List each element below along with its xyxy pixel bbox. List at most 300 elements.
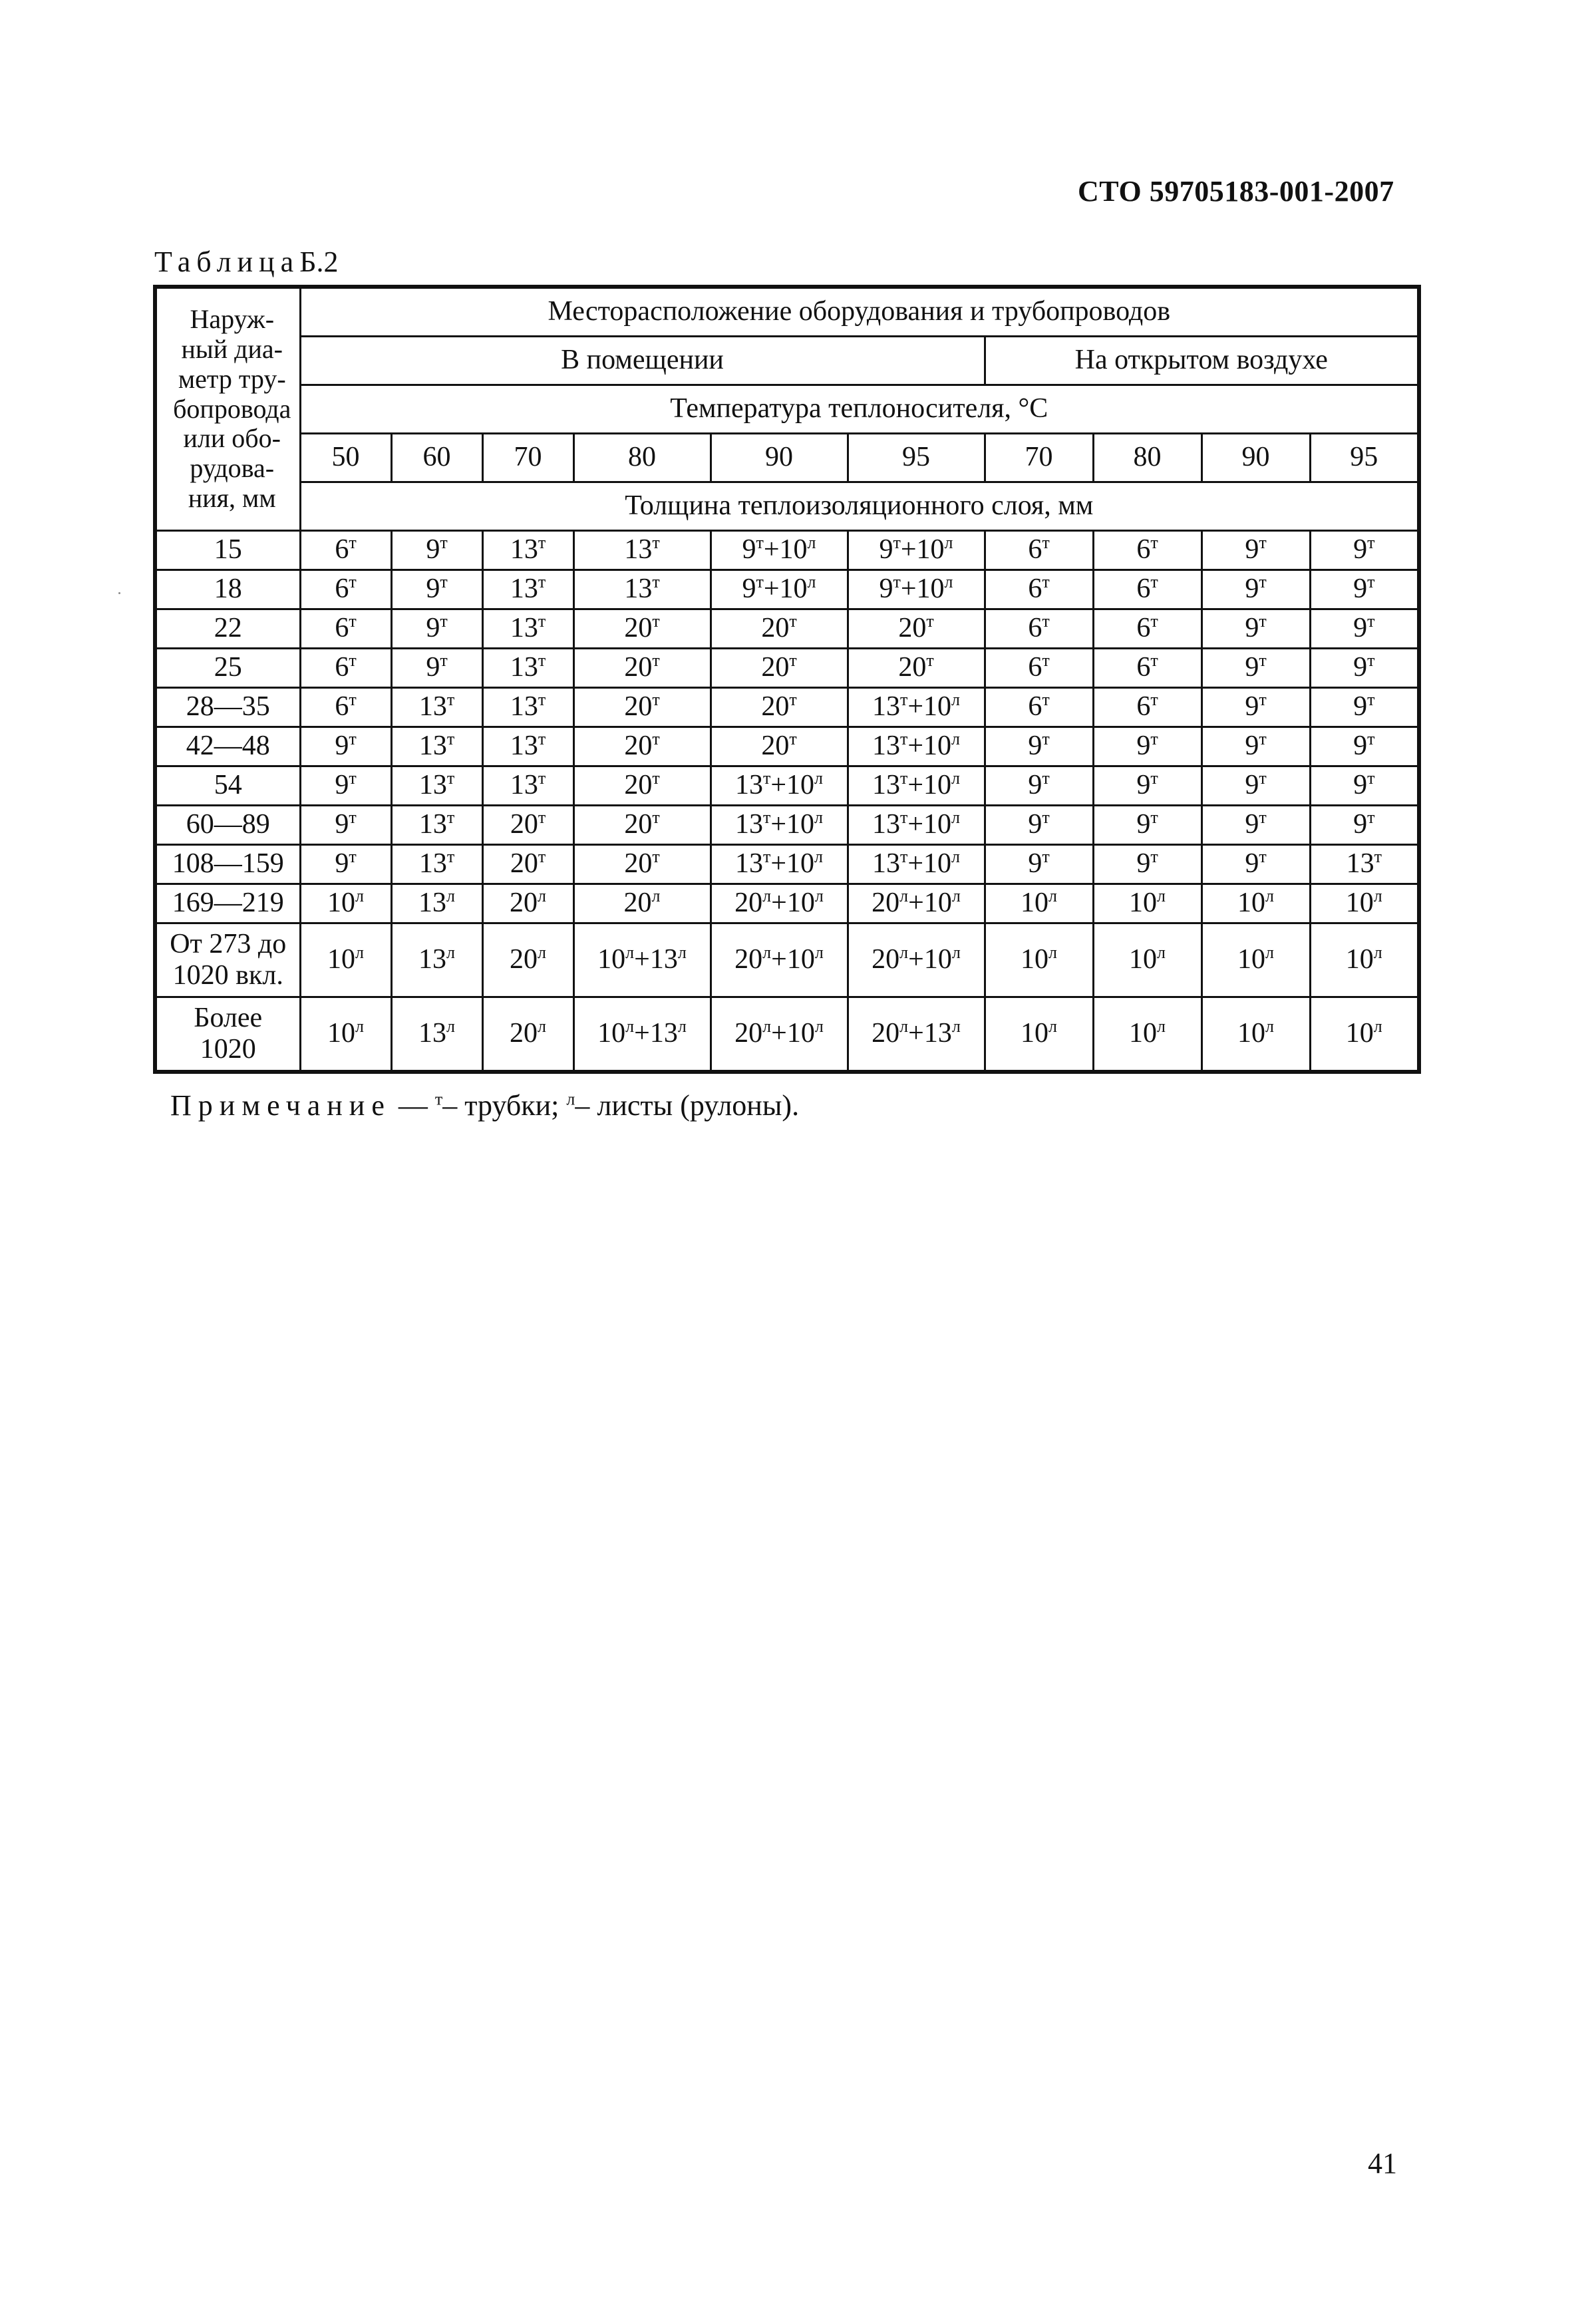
table-row [155, 845, 1419, 884]
thickness-value: 10 [1021, 1018, 1048, 1049]
thickness-cell [848, 609, 985, 649]
temperature-cell: 95 [848, 434, 985, 482]
thickness-value: 6 [335, 534, 349, 566]
material-symbol: л [625, 1017, 635, 1037]
thickness-cell [848, 688, 985, 727]
thickness-value: 6 [1136, 613, 1151, 644]
thickness-cell [300, 688, 391, 727]
material-symbol: т [1042, 572, 1050, 592]
material-symbol: т [789, 651, 797, 671]
material-symbol: л [355, 886, 364, 906]
thickness-value: 13 [418, 888, 446, 919]
thickness-cell [711, 923, 848, 997]
diameter-cell: 22 [155, 609, 300, 649]
thickness-value: 20 [734, 1018, 763, 1049]
material-symbol: т [440, 651, 448, 671]
thickness-value: 10 [1129, 944, 1157, 975]
thickness-value: 10 [1345, 944, 1374, 975]
temperature-cell: 95 [1310, 434, 1419, 482]
thickness-cell [711, 609, 848, 649]
diameter-cell: 28—35 [155, 688, 300, 727]
thickness-value: 13 [418, 770, 447, 801]
material-symbol: т [1259, 690, 1267, 710]
thickness-cell [985, 766, 1093, 806]
thickness-value: +10 [907, 848, 952, 880]
material-symbol: т [893, 572, 901, 592]
material-symbol: т [789, 729, 797, 749]
thickness-value: +10 [908, 888, 952, 919]
thickness-value: 6 [335, 691, 349, 723]
thickness-value: 10 [1237, 1018, 1265, 1049]
material-symbol: л [1265, 886, 1274, 906]
thickness-cell [573, 609, 711, 649]
thickness-value: 20 [510, 809, 538, 840]
material-symbol: л [1157, 943, 1166, 963]
thickness-value: +13 [634, 944, 678, 975]
material-symbol: л [814, 1017, 824, 1037]
thickness-cell [300, 649, 391, 688]
thickness-value: 10 [327, 944, 355, 975]
thickness-cell [391, 923, 482, 997]
material-symbol: т [440, 572, 448, 592]
material-symbol: т [1259, 533, 1267, 553]
thickness-value: +10 [907, 731, 952, 762]
thickness-value: 13 [734, 848, 763, 880]
material-symbol: л [951, 943, 961, 963]
material-symbol: т [1042, 847, 1050, 867]
thickness-cell [482, 806, 573, 845]
thickness-cell [300, 884, 391, 923]
thickness-value: 20 [761, 652, 790, 683]
outdoor-header: На открытом воздухе [985, 337, 1419, 385]
thickness-cell [391, 649, 482, 688]
thickness-cell [1093, 649, 1201, 688]
thickness-cell [985, 845, 1093, 884]
table-row [155, 570, 1419, 609]
thickness-cell [482, 649, 573, 688]
material-symbol: т [1259, 611, 1267, 631]
material-symbol: т [652, 847, 660, 867]
thickness-cell [573, 997, 711, 1073]
material-symbol: т [1150, 651, 1158, 671]
thickness-cell [848, 884, 985, 923]
material-symbol: т [899, 847, 908, 867]
table-row [155, 997, 1419, 1073]
location-header: Месторасположение оборудования и трубопроводов [300, 287, 1419, 337]
thickness-cell [391, 688, 482, 727]
material-symbol: т [899, 768, 908, 788]
material-symbol: л [1373, 886, 1382, 906]
thickness-cell [1201, 806, 1310, 845]
thickness-cell [1201, 727, 1310, 766]
thickness-value: 9 [1245, 574, 1259, 605]
thickness-cell [482, 609, 573, 649]
thickness-value: 9 [879, 574, 893, 605]
material-symbol: т [1042, 533, 1050, 553]
thickness-cell [391, 806, 482, 845]
thickness-cell [1310, 570, 1419, 609]
note-label: Примечание [170, 1089, 391, 1122]
thickness-value: +10 [763, 534, 808, 566]
material-symbol: т [652, 611, 660, 631]
material-symbol: т [446, 768, 455, 788]
material-symbol: т [926, 651, 934, 671]
thickness-cell [300, 997, 391, 1073]
material-symbol: т [899, 690, 908, 710]
thickness-value: 9 [1245, 731, 1259, 762]
thickness-cell [985, 649, 1093, 688]
material-symbol: т [1150, 611, 1158, 631]
thickness-cell [573, 688, 711, 727]
thickness-value: 6 [1028, 691, 1042, 723]
material-symbol: л [814, 886, 824, 906]
thickness-cell [711, 531, 848, 570]
thickness-cell [391, 727, 482, 766]
material-symbol: т [349, 690, 357, 710]
thickness-cell [482, 766, 573, 806]
material-symbol: т [1367, 651, 1375, 671]
material-symbol: т [652, 651, 660, 671]
thickness-value: 13 [872, 848, 900, 880]
material-symbol: т [446, 690, 455, 710]
thickness-cell [482, 884, 573, 923]
material-symbol: т [1367, 729, 1375, 749]
table-caption-label: Таблица [154, 246, 300, 278]
material-symbol: т [762, 768, 771, 788]
thickness-value: 6 [1028, 534, 1042, 566]
thickness-value: 20 [872, 944, 900, 975]
thickness-value: 20 [510, 848, 538, 880]
material-symbol: т [538, 729, 546, 749]
thickness-cell [1310, 806, 1419, 845]
thickness-cell [1201, 570, 1310, 609]
thickness-cell [300, 766, 391, 806]
thickness-value: +10 [900, 574, 945, 605]
thickness-cell [1093, 609, 1201, 649]
thickness-cell [1201, 923, 1310, 997]
thickness-value: +10 [763, 574, 808, 605]
material-symbol: т [446, 847, 455, 867]
material-symbol: л [814, 847, 824, 867]
thickness-cell [1201, 766, 1310, 806]
thickness-value: 20 [898, 652, 927, 683]
scan-speck [118, 592, 120, 594]
thickness-cell [573, 570, 711, 609]
material-symbol: л [807, 533, 816, 553]
material-symbol: т [1367, 611, 1375, 631]
thickness-cell [573, 531, 711, 570]
material-symbol: л [446, 943, 455, 963]
thickness-cell [1093, 531, 1201, 570]
thickness-cell [1201, 845, 1310, 884]
thickness-value: 10 [1345, 888, 1374, 919]
thickness-value: 9 [1353, 534, 1368, 566]
thickness-cell [1093, 845, 1201, 884]
thickness-value: 9 [426, 652, 440, 683]
thickness-value: 6 [335, 574, 349, 605]
thickness-value: 10 [1021, 888, 1048, 919]
indoor-header: В помещении [300, 337, 985, 385]
temperature-cell: 50 [300, 434, 391, 482]
thickness-value: 9 [1028, 848, 1042, 880]
thickness-cell [1310, 997, 1419, 1073]
thickness-cell [391, 609, 482, 649]
material-symbol: л [762, 1017, 772, 1037]
material-symbol: л [446, 1017, 455, 1037]
thickness-cell [1201, 884, 1310, 923]
diameter-cell: 42—48 [155, 727, 300, 766]
thickness-value: 13 [734, 809, 763, 840]
thickness-value: 6 [1028, 574, 1042, 605]
thickness-value: 9 [335, 848, 349, 880]
thickness-value: 20 [623, 888, 652, 919]
thickness-value: 20 [761, 613, 790, 644]
thickness-cell [1093, 570, 1201, 609]
thickness-cell [391, 884, 482, 923]
thickness-cell [1310, 766, 1419, 806]
material-symbol: т [1150, 533, 1158, 553]
material-symbol: т [538, 847, 546, 867]
material-symbol: л [538, 943, 546, 963]
material-symbol: т [652, 729, 660, 749]
thickness-cell [985, 997, 1093, 1073]
thickness-cell [1093, 923, 1201, 997]
material-symbol: л [944, 572, 953, 592]
thickness-cell [573, 845, 711, 884]
material-symbol: т [1042, 768, 1050, 788]
thickness-cell [391, 845, 482, 884]
material-symbol: т [349, 768, 357, 788]
material-symbol: т [446, 729, 455, 749]
material-symbol: л [355, 943, 364, 963]
thickness-cell [985, 531, 1093, 570]
thickness-value: 20 [624, 770, 653, 801]
thickness-cell [1310, 923, 1419, 997]
thickness-value: 20 [510, 944, 538, 975]
thickness-cell [1310, 609, 1419, 649]
material-symbol: т [349, 572, 357, 592]
material-symbol: т [1042, 611, 1050, 631]
thickness-value: +10 [771, 1018, 815, 1049]
thickness-value: 6 [1136, 652, 1151, 683]
diameter-header-line: ния, мм [188, 482, 276, 513]
thickness-value: 9 [1245, 534, 1259, 566]
thickness-cell [848, 766, 985, 806]
thickness-value: 10 [1345, 1018, 1374, 1049]
thickness-value: 13 [872, 809, 900, 840]
material-symbol: т [1367, 690, 1375, 710]
thickness-cell [1093, 884, 1201, 923]
thickness-value: 20 [872, 1018, 900, 1049]
thickness-value: 20 [734, 888, 763, 919]
material-symbol: л [677, 943, 687, 963]
thickness-cell [985, 806, 1093, 845]
thickness-value: 13 [510, 574, 538, 605]
table-row [155, 806, 1419, 845]
thickness-value: +10 [770, 809, 815, 840]
thickness-value: 9 [1353, 691, 1368, 723]
thickness-value: 9 [335, 770, 349, 801]
thickness-value: 13 [510, 534, 538, 566]
thickness-cell [1310, 845, 1419, 884]
thickness-cell [1093, 806, 1201, 845]
thickness-cell [1093, 688, 1201, 727]
thickness-cell [711, 649, 848, 688]
insulation-thickness-table [153, 285, 1421, 1074]
diameter-cell: 60—89 [155, 806, 300, 845]
thickness-value: 13 [418, 691, 447, 723]
material-symbol: т [1042, 808, 1050, 828]
thickness-value: 9 [1353, 731, 1368, 762]
thickness-cell [300, 845, 391, 884]
thickness-cell [573, 806, 711, 845]
thickness-cell [711, 570, 848, 609]
thickness-cell [711, 766, 848, 806]
material-symbol: л [538, 1017, 546, 1037]
material-symbol: л [538, 886, 546, 906]
material-symbol: л [1157, 886, 1166, 906]
material-symbol: т [1150, 729, 1158, 749]
thickness-cell [482, 923, 573, 997]
thickness-value: 9 [426, 534, 440, 566]
material-symbol: т [349, 611, 357, 631]
material-symbol: л [951, 729, 961, 749]
thickness-value: 6 [1136, 691, 1151, 723]
thickness-value: 13 [624, 534, 653, 566]
material-symbol: т [349, 729, 357, 749]
material-symbol: л [651, 886, 661, 906]
thickness-cell [1093, 727, 1201, 766]
material-symbol: т [538, 690, 546, 710]
thickness-value: 20 [624, 691, 653, 723]
material-symbol: т [440, 611, 448, 631]
thickness-value: 6 [1136, 534, 1151, 566]
thickness-cell [711, 688, 848, 727]
diameter-cell: 25 [155, 649, 300, 688]
table-row [155, 688, 1419, 727]
diameter-header-line: или обо- [183, 423, 281, 454]
thickness-value: 9 [1245, 770, 1259, 801]
thickness-cell [391, 531, 482, 570]
table-note [170, 1088, 799, 1122]
thickness-cell [1201, 531, 1310, 570]
thickness-cell [711, 727, 848, 766]
thickness-value: 20 [761, 691, 790, 723]
material-symbol: л [814, 768, 824, 788]
note-symbol-tube: т [434, 1089, 443, 1109]
thickness-value: 20 [872, 888, 900, 919]
material-symbol: т [1150, 690, 1158, 710]
thickness-cell [1201, 997, 1310, 1073]
material-symbol: т [762, 808, 771, 828]
material-symbol: т [789, 690, 797, 710]
temperature-header: Температура теплоносителя, °С [300, 385, 1419, 434]
thickness-cell [300, 727, 391, 766]
table-caption-number: Б.2 [299, 246, 339, 278]
material-symbol: л [951, 808, 961, 828]
thickness-value: 9 [1353, 652, 1368, 683]
thickness-cell [985, 727, 1093, 766]
thickness-value: 9 [742, 534, 756, 566]
thickness-cell [848, 806, 985, 845]
thickness-cell [1310, 531, 1419, 570]
material-symbol: т [1150, 572, 1158, 592]
thickness-value: 20 [624, 731, 653, 762]
thickness-value: 9 [1136, 809, 1151, 840]
diameter-cell: От 273 до 1020 вкл. [155, 923, 300, 997]
diameter-header-line: рудова- [190, 453, 275, 484]
diameter-header-line: ный диа- [181, 334, 283, 364]
material-symbol: т [1259, 572, 1267, 592]
thickness-cell [1201, 609, 1310, 649]
thickness-value: 13 [1346, 848, 1374, 880]
thickness-value: 10 [1021, 944, 1048, 975]
diameter-header-line: метр тру- [178, 363, 286, 394]
material-symbol: т [349, 808, 357, 828]
thickness-value: 13 [418, 731, 447, 762]
thickness-cell [391, 997, 482, 1073]
thickness-cell [711, 997, 848, 1073]
material-symbol: л [814, 943, 824, 963]
material-symbol: т [1259, 651, 1267, 671]
thickness-value: 20 [898, 613, 927, 644]
material-symbol: т [440, 533, 448, 553]
material-symbol: л [899, 943, 909, 963]
thickness-value: 10 [597, 1018, 626, 1049]
diameter-cell: Более 1020 [155, 997, 300, 1073]
thickness-value: 10 [597, 944, 626, 975]
material-symbol: т [652, 768, 660, 788]
material-symbol: т [538, 768, 546, 788]
material-symbol: л [1048, 943, 1057, 963]
thickness-value: +10 [771, 888, 815, 919]
material-symbol: т [349, 847, 357, 867]
thickness-value: 20 [624, 809, 653, 840]
material-symbol: л [944, 533, 953, 553]
temperature-cell: 70 [482, 434, 573, 482]
thickness-cell [482, 570, 573, 609]
thickness-value: +10 [907, 770, 952, 801]
material-symbol: т [652, 808, 660, 828]
thickness-value: 9 [1245, 613, 1259, 644]
material-symbol: л [1265, 943, 1274, 963]
thickness-value: +10 [908, 944, 952, 975]
material-symbol: т [538, 651, 546, 671]
thickness-value: 6 [1028, 652, 1042, 683]
thickness-cell [985, 688, 1093, 727]
thickness-value: 9 [426, 613, 440, 644]
thickness-cell [985, 884, 1093, 923]
material-symbol: т [349, 651, 357, 671]
material-symbol: т [1042, 690, 1050, 710]
table-caption [154, 245, 338, 279]
material-symbol: л [762, 943, 772, 963]
material-symbol: т [926, 611, 934, 631]
diameter-cell: 18 [155, 570, 300, 609]
material-symbol: л [1265, 1017, 1274, 1037]
diameter-cell: 108—159 [155, 845, 300, 884]
thickness-value: 10 [1129, 1018, 1157, 1049]
material-symbol: т [756, 572, 764, 592]
material-symbol: т [1259, 768, 1267, 788]
material-symbol: т [538, 572, 546, 592]
thickness-value: 9 [1245, 691, 1259, 723]
material-symbol: т [1042, 729, 1050, 749]
thickness-cell [848, 997, 985, 1073]
temperature-cell: 60 [391, 434, 482, 482]
thickness-value: 10 [1129, 888, 1157, 919]
thickness-cell [985, 570, 1093, 609]
